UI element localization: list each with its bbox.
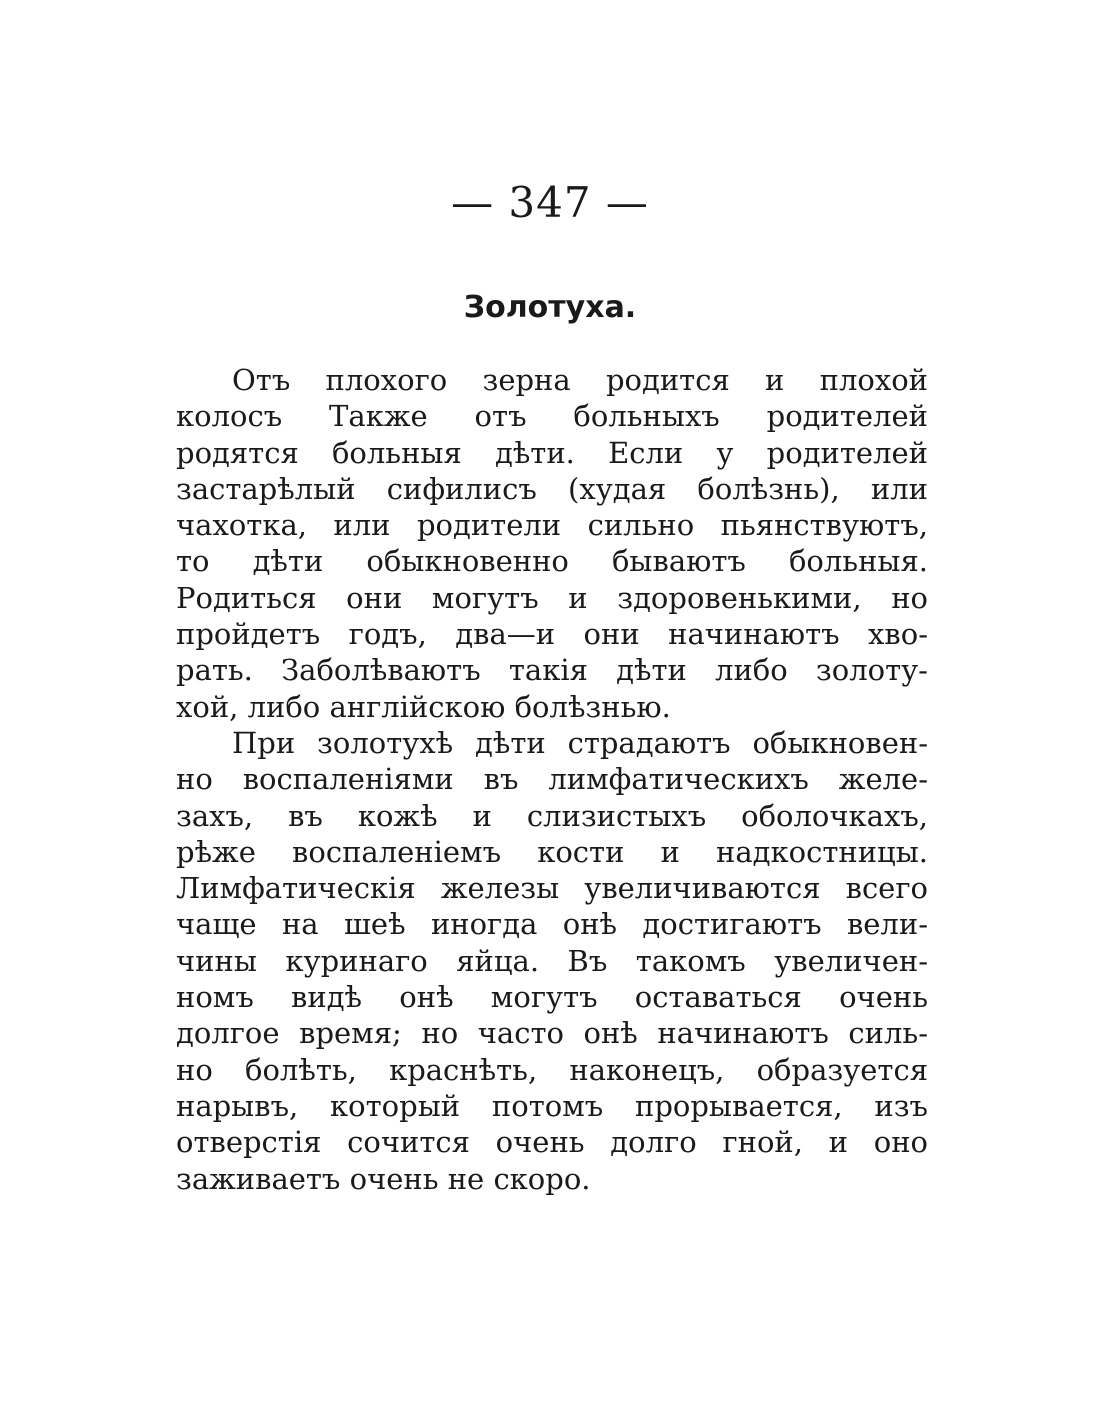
body-text	[176, 362, 928, 1197]
text-line: пройдетъ годъ, два—и они начинаютъ хво-	[176, 617, 928, 652]
text-line: застарѣлый сифилисъ (худая болѣзнь), или	[176, 471, 928, 506]
text-line: чаще на шеѣ иногда онѣ достигаютъ вели-	[176, 907, 928, 942]
text-line: родятся больныя дѣти. Если у родителей	[176, 435, 928, 470]
text-line: захъ, въ кожѣ и слизистыхъ оболочкахъ,	[176, 798, 928, 833]
text-line: чины куринаго яйца. Въ такомъ увеличен-	[176, 943, 928, 978]
text-line: Родиться они могутъ и здоровенькими, но	[176, 580, 928, 615]
text-line: колосъ Также отъ больныхъ родителей	[176, 399, 928, 434]
text-line: отверстія сочится очень долго гной, и оно	[176, 1125, 928, 1160]
text-line: долгое время; но часто онѣ начинаютъ силь-	[176, 1016, 928, 1051]
text-line: но болѣть, краснѣть, наконецъ, образуется	[176, 1052, 928, 1087]
section-heading: Золотуха.	[463, 290, 637, 325]
text-line: Лимфатическія железы увеличиваются всего	[176, 871, 928, 906]
text-line: номъ видѣ онѣ могутъ оставаться очень	[176, 980, 928, 1015]
text-line: чахотка, или родители сильно пьянствуютъ,	[176, 508, 928, 543]
text-line: рѣже воспаленіемъ кости и надкостницы.	[176, 834, 928, 869]
text-line: но воспаленіями въ лимфатическихъ желе-	[176, 762, 928, 797]
text-line: Отъ плохого зерна родится и плохой	[232, 363, 928, 397]
text-line: рать. Заболѣваютъ такія дѣти либо золоту-	[176, 653, 928, 688]
page-number: — 347 —	[451, 178, 649, 227]
text-line: хой, либо англійскою болѣзнью.	[176, 689, 671, 724]
text-line: При золотухѣ дѣти страдаютъ обыкновен-	[232, 725, 928, 760]
text-line: то дѣти обыкновенно бываютъ больныя.	[176, 544, 928, 579]
text-line: нарывъ, который потомъ прорывается, изъ	[176, 1088, 928, 1123]
text-line: заживаетъ очень не скоро.	[176, 1161, 591, 1196]
